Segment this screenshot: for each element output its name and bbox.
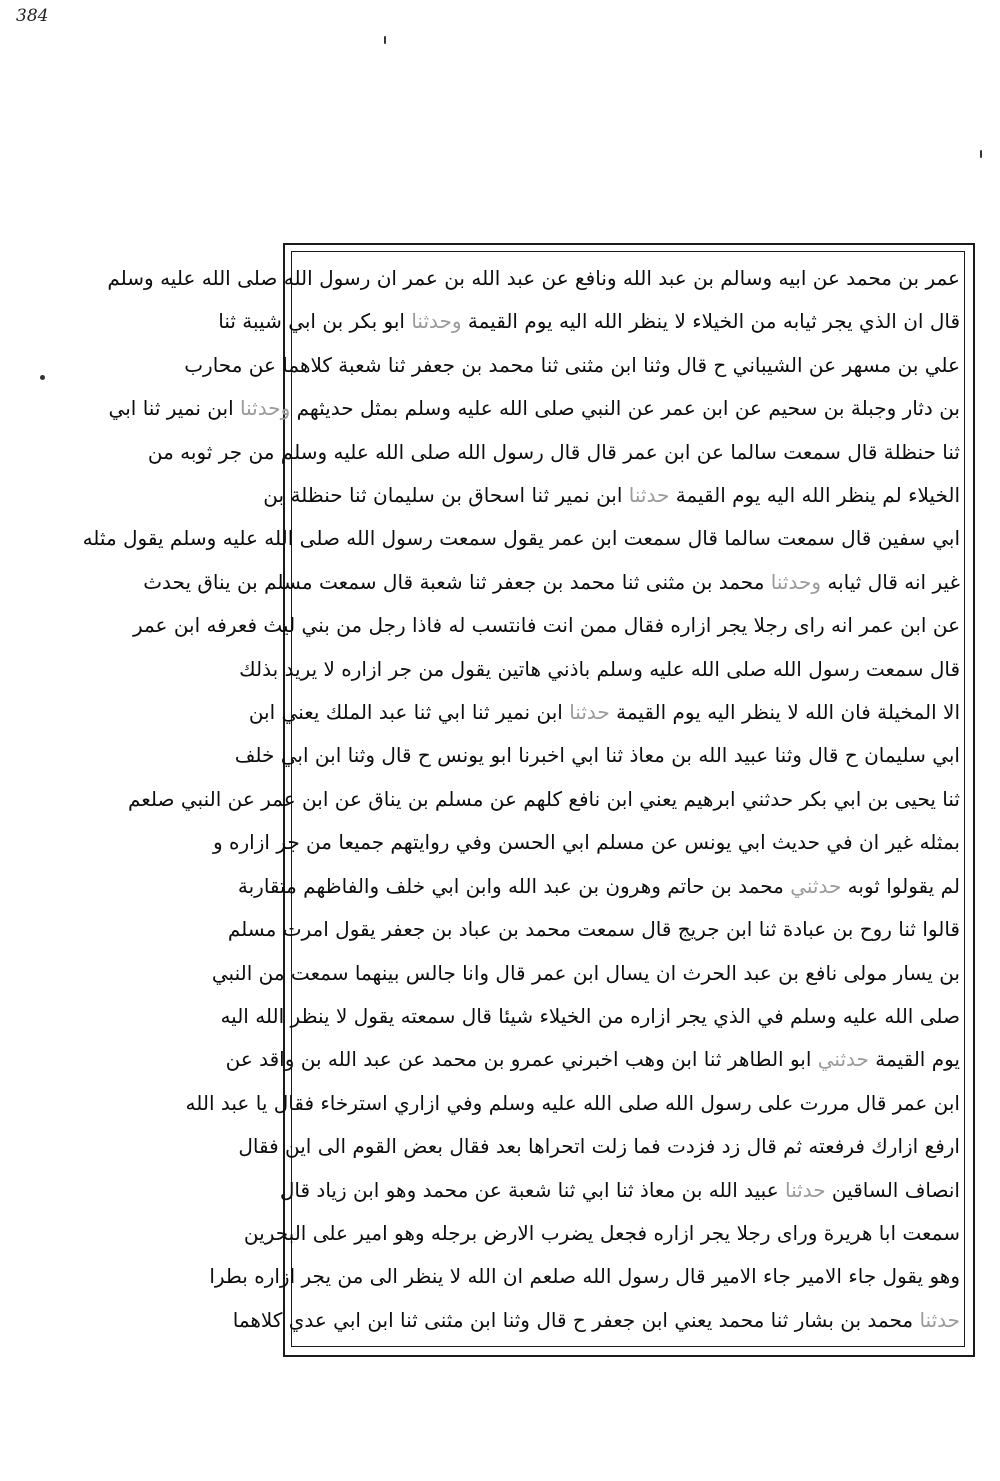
manuscript-text-block	[82, 258, 960, 1340]
text-segment: قال ان الذي يجر ثيابه من الخيلاء لا ينظر الله اليه يوم القيمة	[461, 309, 960, 334]
rubric-word: حدثنا	[785, 1177, 826, 1202]
text-segment: عبيد الله بن معاذ ثنا ابي ثنا شعبة عن محمد وهو ابن زياد قال	[279, 1177, 786, 1202]
text-segment: سمعت ابا هريرة وراى رجلا يجر ازاره فجعل يضرب الارض برجله وهو امير على البحرين	[243, 1220, 960, 1245]
text-segment: ثنا يحيى بن ابي بكر حدثني ابرهيم يعني ابن نافع كلهم عن مسلم بن يناق عن ابن عمر عن النبي صلعم	[127, 786, 960, 811]
rubric-word: حدثنا	[628, 483, 670, 508]
ink-speck	[40, 375, 45, 380]
manuscript-line	[225, 1039, 960, 1079]
manuscript-line	[127, 779, 960, 819]
manuscript-line	[248, 692, 960, 732]
manuscript-line	[238, 1126, 960, 1166]
text-segment: ابو الطاهر ثنا ابن وهب اخبرني عمرو بن محمد عن عبد الله بن واقد عن	[225, 1047, 818, 1072]
rubric-word: وحدثنا	[770, 569, 822, 594]
text-segment: بن دثار وجبلة بن سحيم عن ابن عمر عن النبي صلى الله عليه وسلم بمثل حديثهم	[290, 396, 960, 421]
manuscript-line	[209, 1256, 960, 1296]
text-segment: ارفع ازارك فرفعته ثم قال زد فزدت فما زلت اتحراها بعد فقال بعض القوم الى اين فقال	[238, 1134, 960, 1159]
ink-speck	[980, 150, 982, 158]
text-segment: محمد بن بشار ثنا محمد يعني ابن جعفر ح قال وثنا ابن مثنى ثنا ابن ابي عدي كلاهما	[232, 1307, 920, 1332]
text-segment: لم يقولوا ثوبه	[841, 873, 960, 898]
text-segment: علي بن مسهر عن الشيباني ح قال وثنا ابن مثنى ثنا محمد بن جعفر ثنا شعبة كلاهما عن محارب	[184, 352, 960, 377]
manuscript-line	[220, 996, 960, 1036]
text-segment: ابن نمير ثنا ابي	[108, 396, 241, 421]
text-segment: ثنا حنظلة قال سمعت سالما عن ابن عمر قال قال رسول الله صلى الله عليه وسلم من جر ثوبه من	[147, 439, 960, 464]
manuscript-line	[143, 562, 960, 602]
text-segment: عن ابن عمر انه راى رجلا يجر ازاره فقال ممن انت فانتسب له فاذا رجل من بني ليث فعرفه ابن عمر	[132, 613, 960, 638]
rubric-word: حدثني	[817, 1047, 869, 1072]
rubric-word: حدثني	[790, 873, 842, 898]
text-segment: ابي سفين قال سمعت سالما قال سمعت ابن عمر يقول سمعت رسول الله صلى الله عليه وسلم يقول مثله	[82, 526, 960, 551]
text-segment: بن يسار مولى نافع بن عبد الحرث ان يسال ابن عمر قال وانا جالس بينهما سمعت من النبي	[211, 960, 960, 985]
manuscript-line	[132, 605, 960, 645]
text-segment: انصاف الساقين	[825, 1177, 960, 1202]
rubric-word: حدثنا	[569, 700, 610, 725]
text-segment: محمد بن مثنى ثنا محمد بن جعفر ثنا شعبة قال سمعت مسلم بن يناق يحدث	[143, 569, 771, 594]
text-segment: ابو بكر بن ابي شيبة ثنا	[218, 309, 412, 334]
manuscript-line	[218, 301, 960, 341]
folio-number: 384	[16, 6, 49, 26]
text-segment: الا المخيلة فان الله لا ينظر اليه يوم القيمة	[609, 700, 960, 725]
manuscript-line	[211, 953, 960, 993]
manuscript-line	[234, 735, 960, 775]
text-segment: قالوا ثنا روح بن عبادة ثنا ابن جريج قال سمعت محمد بن عباد بن جعفر يقول امرت مسلم	[227, 917, 960, 942]
manuscript-line	[213, 822, 960, 862]
manuscript-line	[232, 1300, 960, 1340]
manuscript-line	[227, 909, 960, 949]
text-segment: محمد بن حاتم وهرون بن عبد الله وابن ابي خلف والفاظهم متقاربة	[237, 873, 791, 898]
text-segment: قال سمعت رسول الله صلى الله عليه وسلم باذني هاتين يقول من جر ازاره لا يريد بذلك	[239, 656, 960, 681]
rubric-word: حدثنا	[919, 1307, 960, 1332]
manuscript-line	[239, 649, 960, 689]
manuscript-line	[184, 345, 960, 385]
text-segment: وهو يقول جاء الامير جاء الامير قال رسول الله صلعم ان الله لا ينظر الى من يجر ازاره بطرا	[209, 1264, 960, 1289]
text-segment: ابن نمير ثنا اسحاق بن سليمان ثنا حنظلة بن	[263, 483, 629, 508]
manuscript-line	[237, 866, 960, 906]
text-segment: ابي سليمان ح قال وثنا عبيد الله بن معاذ ثنا ابي اخبرنا ابو يونس ح قال وثنا ابن ابي خلف	[234, 743, 960, 768]
manuscript-line	[147, 432, 960, 472]
manuscript-line	[107, 258, 960, 298]
text-segment: غير انه قال ثيابه	[821, 569, 960, 594]
text-segment: ابن عمر قال مررت على رسول الله صلى الله عليه وسلم وفي ازاري استرخاء فقال يا عبد الله	[185, 1090, 960, 1115]
manuscript-line	[185, 1083, 960, 1123]
text-segment: صلى الله عليه وسلم في الذي يجر ازاره من الخيلاء شيئا قال سمعته يقول لا ينظر الله اليه	[220, 1003, 960, 1028]
text-segment: بمثله غير ان في حديث ابي يونس عن مسلم ابي الحسن وفي روايتهم جميعا من جر ازاره و	[213, 830, 960, 855]
manuscript-line	[279, 1170, 960, 1210]
manuscript-line	[243, 1213, 960, 1253]
text-segment: عمر بن محمد عن ابيه وسالم بن عبد الله ونافع عن عبد الله بن عمر ان رسول الله صلى الله عليه وسلم	[107, 266, 960, 290]
manuscript-line	[108, 388, 960, 428]
text-segment: ابن نمير ثنا ابي ثنا عبد الملك يعني ابن	[248, 700, 570, 725]
manuscript-line	[82, 518, 960, 558]
manuscript-line	[263, 475, 960, 515]
text-segment: يوم القيمة	[868, 1047, 960, 1072]
rubric-word: وحدثنا	[411, 309, 462, 334]
rubric-word: وحدثنا	[240, 396, 291, 421]
ink-speck	[384, 36, 386, 44]
text-segment: الخيلاء لم ينظر الله اليه يوم القيمة	[669, 483, 960, 508]
